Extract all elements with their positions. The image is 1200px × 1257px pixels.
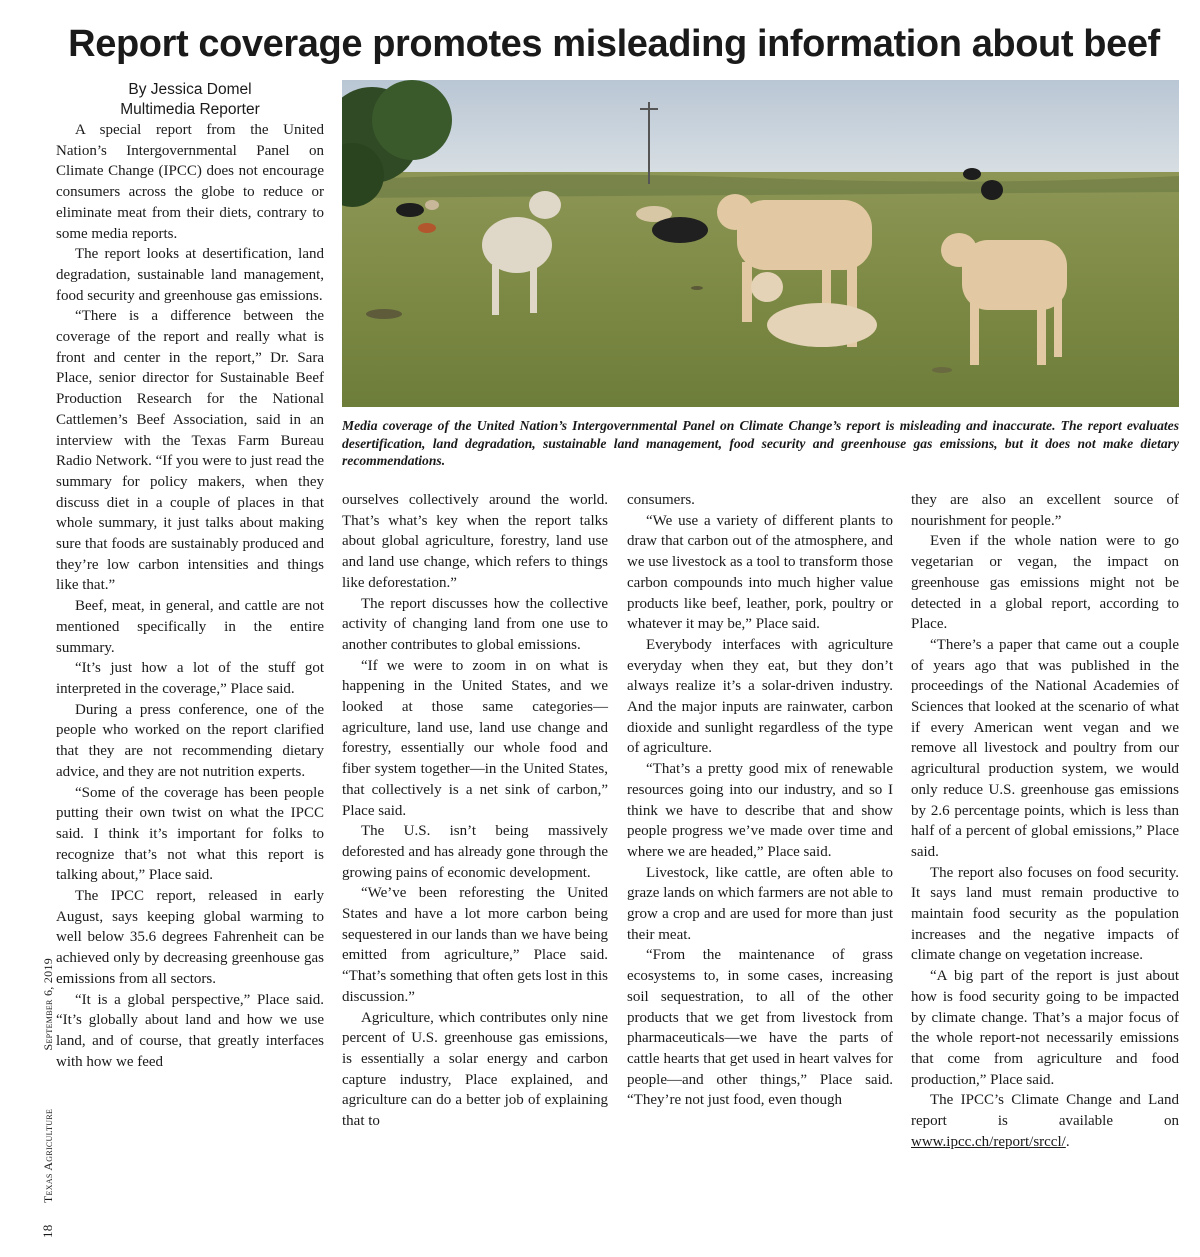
paragraph: The report looks at desertification, land degradation, sustainable land management, food security and greenhouse gas emissions. <box>56 246 324 304</box>
paragraph: “There is a difference between the coverage of the report and really what is front and center in the report,” Dr. Sara Place, senior director for Sustainable Beef Production Research for the National Cattlemen’s Beef Association, said in an interview with the Texas Farm Bureau Radio Network. “If you were to just read the summary for policy makers, when they discuss diet in a couple of places in that whole summary, it just talks about making sure that foods are sustainably produced and they’re low carbon intensities and things like that.” <box>56 308 324 594</box>
paragraph: During a press conference, one of the people who worked on the report clarified that they are not recommending dietary advice, and they are not nutrition experts. <box>56 701 324 780</box>
paragraph: “Some of the coverage has been people putting their own twist on what the IPCC said. I think it’s important for folks to recognize that’s not what this report is talking about,” Place said. <box>56 784 324 884</box>
issue-date: September 6, 2019 <box>41 957 55 1051</box>
paragraph: A special report from the United Nation’s Intergovernmental Panel on Climate Change (IPCC) does not encourage consumers across the globe to reduce or eliminate meat from their diets, contrary to some media reports. <box>56 122 324 242</box>
paragraph: they are also an excellent source of nourishment for people.” <box>911 492 1179 529</box>
paragraph: “We use a variety of different plants to draw that carbon out of the atmosphere, and we use livestock as a tool to transform those carbon compounds into much higher value products like beef, leather, pork, poultry or whatever it may be,” Place said. <box>627 512 893 633</box>
paragraph-end: . <box>1065 1133 1070 1150</box>
paragraph: “There’s a paper that came out a couple of years ago that was published in the proceedings of the National Academies of Sciences that looked at the scenario of what if every American went vegan and we remove all livestock and poultry from our agricultural production system, we would only reduce U.S. greenhouse gas emissions by 2.6 percentage points, which is less than half of a percent of global emissions,” Place said. <box>911 636 1179 860</box>
paragraph: “It’s just how a lot of the stuff got interpreted in the coverage,” Place said. <box>56 660 324 697</box>
report-link[interactable]: www.ipcc.ch/report/srccl/ <box>911 1133 1066 1150</box>
paragraph: The IPCC report, released in early August, says keeping global warming to well below 35.6 degrees Fahrenheit can be achieved only by decreasing greenhouse gas emissions from all sectors. <box>56 888 324 987</box>
page-number: 18 <box>40 1224 55 1238</box>
byline-role: Multimedia Reporter <box>120 101 260 118</box>
article-column-2 <box>342 490 608 1132</box>
article-headline: Report coverage promotes misleading information about beef <box>68 23 1160 65</box>
paragraph: ourselves collectively around the world. That’s what’s key when the report talks about global agriculture, forestry, land use and land use change, which refers to things like deforestation.” <box>342 492 608 591</box>
paragraph: The U.S. isn’t being massively deforested and has already gone through the growing pains of economic development. <box>342 823 608 881</box>
cattle-pasture-image <box>342 80 1179 407</box>
cattle-photo <box>342 80 1179 407</box>
article-column-3 <box>627 490 893 1111</box>
page-folio <box>40 958 56 1238</box>
paragraph: “If we were to zoom in on what is happening in the United States, and we looked at those same categories—agriculture, land use, land use change and forestry, essentially our whole food and fiber system together—in the United States, that collectively is a net sink of carbon,” Place said. <box>342 657 608 819</box>
article-column-4 <box>911 490 1179 1153</box>
publication-name: Texas Agriculture <box>41 1108 55 1204</box>
paragraph <box>911 1090 1179 1152</box>
paragraph: Livestock, like cattle, are often able to graze lands on which farmers are not able to grow a crop and are used for more than just their meat. <box>627 864 893 943</box>
paragraph: Beef, meat, in general, and cattle are not mentioned specifically in the entire summary. <box>56 598 324 656</box>
paragraph-text: The IPCC’s Climate Change and Land report is available on <box>911 1092 1179 1130</box>
paragraph: “From the maintenance of grass ecosystems to, in some cases, increasing soil sequestration, to all of the other products that we get from livestock from pharmaceuticals—we have the parts of cattle hearts that get used in heart valves for people—and other things,” Place said. “They’re not just food, even though <box>627 947 893 1109</box>
paragraph: “We’ve been reforesting the United States and have a lot more carbon being sequestered in our lands than we have being emitted from agriculture,” Place said. “That’s something that often gets lost in this discussion.” <box>342 885 608 1005</box>
byline-author: By Jessica Domel <box>128 81 252 98</box>
paragraph: The report also focuses on food security. It says land must remain productive to maintain food security as the population increases and the negative impacts of climate change on vegetation increase. <box>911 864 1179 964</box>
article-column-1 <box>56 120 324 1072</box>
photo-caption: Media coverage of the United Nation’s Intergovernmental Panel on Climate Change’s report is misleading and inaccurate. The report evaluates desertification, land degradation, sustainable land management, food security and greenhouse gas emissions, but it does not make dietary recommendations. <box>342 418 1179 468</box>
byline <box>56 80 324 120</box>
paragraph: “That’s a pretty good mix of renewable resources going into our industry, and so I think we have to describe that and show people progress we’ve made over time and where we are headed,” Place said. <box>627 761 893 860</box>
paragraph: consumers. <box>627 492 695 508</box>
paragraph: “A big part of the report is just about how is food security going to be impacted by climate change. That’s a major focus of the whole report-not necessarily emissions that come from agriculture and food production,” Place said. <box>911 968 1179 1088</box>
paragraph: Agriculture, which contributes only nine percent of U.S. greenhouse gas emissions, is essentially a solar energy and carbon capture industry, Place explained, and agriculture can do a better job of explaining that to <box>342 1009 608 1130</box>
paragraph: “It is a global perspective,” Place said. “It’s globally about land and how we use land, and of course, that greatly interfaces with how we feed <box>56 991 324 1070</box>
paragraph: Even if the whole nation were to go vegetarian or vegan, the impact on greenhouse gas emissions might not be detected in a global report, according to Place. <box>911 533 1179 633</box>
paragraph: The report discusses how the collective activity of changing land from one use to another contributes to global emissions. <box>342 595 608 653</box>
paragraph: Everybody interfaces with agriculture everyday when they eat, but they don’t always realize it’s a solar-driven industry. And the major inputs are rainwater, carbon dioxide and sunlight regardless of the type of agriculture. <box>627 636 893 757</box>
